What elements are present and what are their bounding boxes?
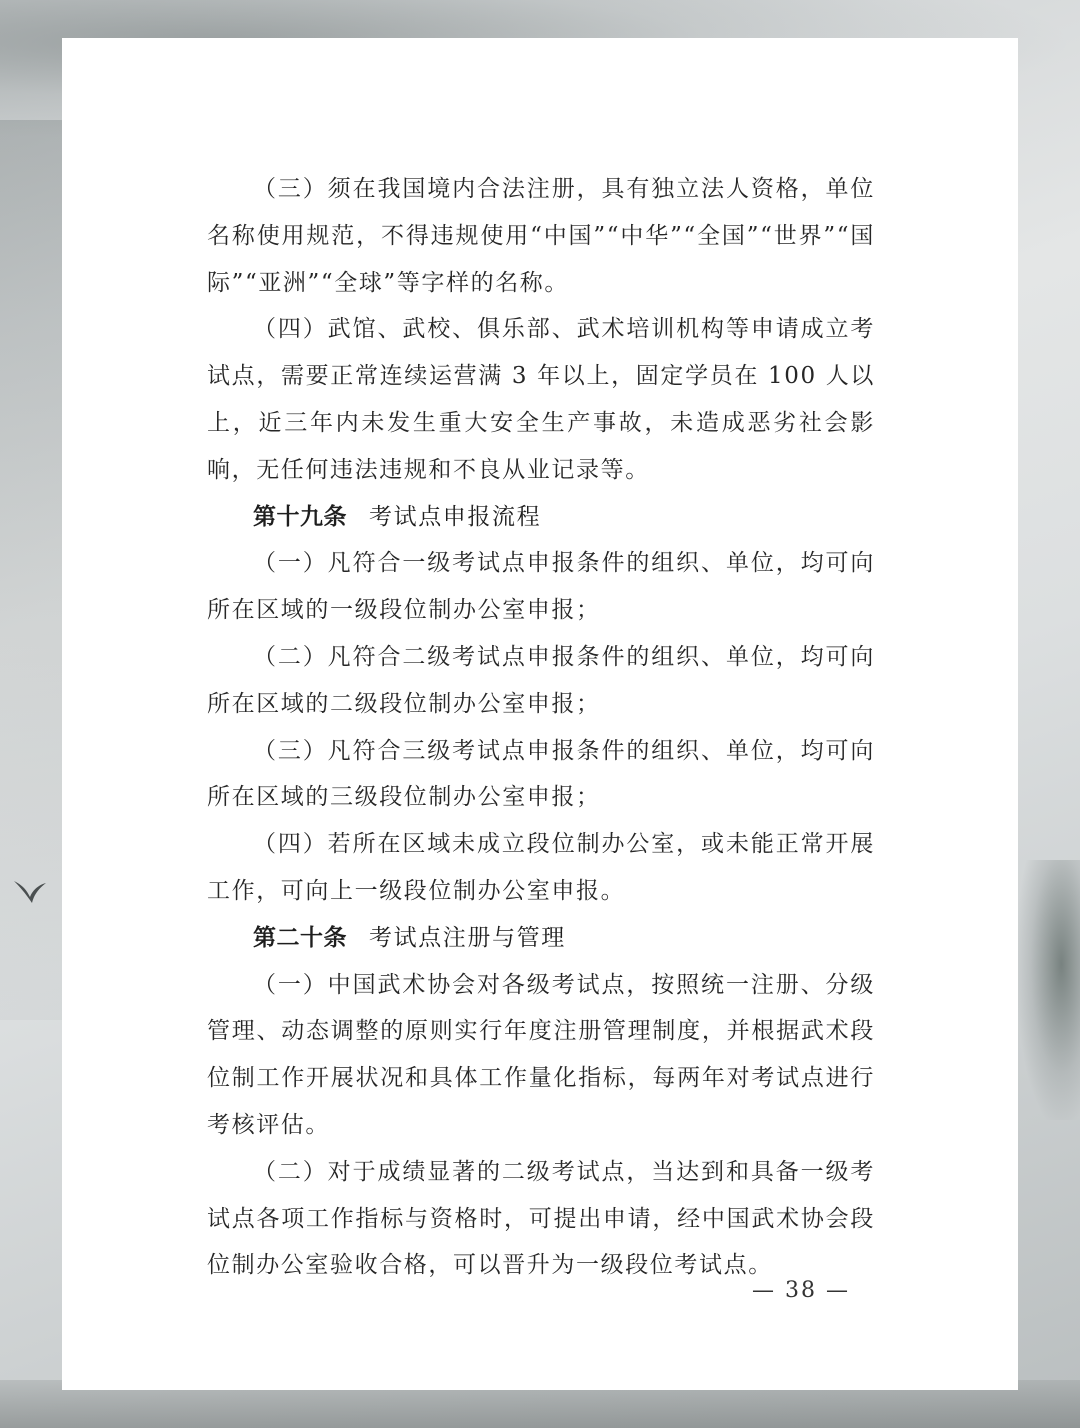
document-body — [207, 166, 875, 1289]
article-number: 第十九条 — [253, 503, 347, 530]
article-19-item: （四）若所在区域未成立段位制办公室，或未能正常开展工作，可向上一级段位制办公室申报。 — [207, 831, 875, 904]
article-title: 考试点申报流程 — [369, 503, 542, 530]
article-20-item: （一）中国武术协会对各级考试点，按照统一注册、分级管理、动态调整的原则实行年度注册管理制度，并根据武术段位制工作开展状况和具体工作量化指标，每两年对考试点进行考核评估。 — [207, 971, 875, 1138]
article-19-item: （三）凡符合三级考试点申报条件的组织、单位，均可向所在区域的三级段位制办公室申报； — [207, 737, 875, 811]
article-title: 考试点注册与管理 — [369, 924, 566, 951]
article-number: 第二十条 — [253, 924, 347, 951]
ink-wash-right-rock — [1018, 860, 1080, 1120]
bird-icon — [12, 875, 48, 905]
article-20-heading — [207, 915, 875, 962]
article-20-item: （二）对于成绩显著的二级考试点，当达到和具备一级考试点各项工作指标与资格时，可提出申请，经中国武术协会段位制办公室验收合格，可以晋升为一级段位考试点。 — [207, 1158, 875, 1279]
article-19-heading — [207, 494, 875, 541]
paragraph-registration: （三）须在我国境内合法注册，具有独立法人资格，单位名称使用规范，不得违规使用“中国”“中华”“全国”“世界”“国际”“亚洲”“全球”等字样的名称。 — [207, 176, 875, 296]
article-19-item: （二）凡符合二级考试点申报条件的组织、单位，均可向所在区域的二级段位制办公室申报； — [207, 643, 875, 717]
paragraph-operation-requirements: （四）武馆、武校、俱乐部、武术培训机构等申请成立考试点，需要正常连续运营满 3 年以上，固定学员在 100 人以上，近三年内未发生重大安全生产事故，未造成恶劣社会影响，无任何违法违规和不良从业记录等。 — [207, 316, 875, 483]
page-number: — 38 — — [752, 1278, 850, 1303]
document-page — [62, 38, 1018, 1390]
article-19-item: （一）凡符合一级考试点申报条件的组织、单位，均可向所在区域的一级段位制办公室申报； — [207, 550, 875, 624]
